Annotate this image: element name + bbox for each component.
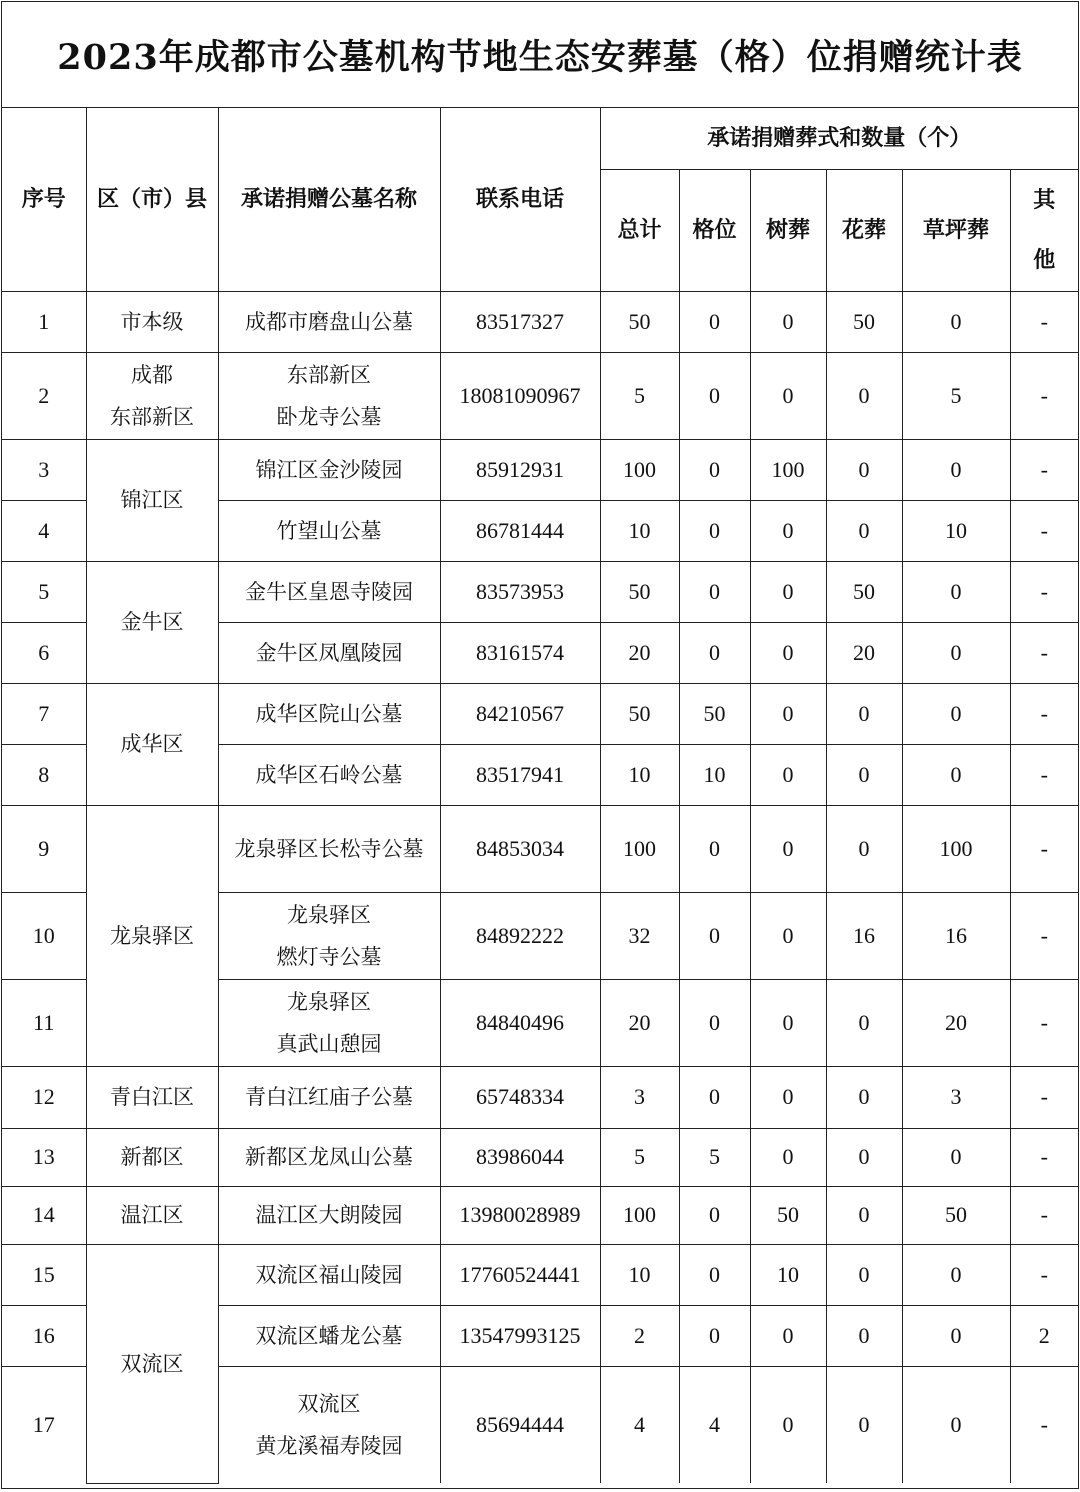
cell-niche: 0 [679, 1186, 750, 1244]
cell-seq: 7 [2, 683, 86, 744]
cell-niche: 5 [679, 1128, 750, 1186]
table-row [2, 291, 1078, 352]
cell-total: 10 [600, 500, 679, 561]
cell-flower: 50 [826, 291, 902, 352]
cell-flower: 0 [826, 352, 902, 439]
cell-district: 青白江区 [86, 1066, 218, 1128]
cell-tree: 0 [750, 744, 826, 805]
cemetery-line-1: 东部新区 [287, 362, 371, 387]
cell-flower: 0 [826, 1186, 902, 1244]
cell-cemetery: 金牛区凤凰陵园 [218, 622, 440, 683]
cell-tree: 0 [750, 1366, 826, 1483]
cell-total: 50 [600, 561, 679, 622]
cell-tree: 0 [750, 683, 826, 744]
table-row [2, 561, 1078, 622]
cell-lawn: 10 [902, 500, 1010, 561]
cell-flower: 0 [826, 1305, 902, 1366]
cell-total: 3 [600, 1066, 679, 1128]
cell-flower: 0 [826, 1066, 902, 1128]
cell-other: - [1010, 805, 1078, 892]
cell-cemetery [218, 352, 440, 439]
table-row [2, 805, 1078, 892]
cell-niche: 0 [679, 979, 750, 1066]
cemetery-line-1: 龙泉驿区 [287, 902, 371, 927]
cell-niche: 4 [679, 1366, 750, 1483]
cell-seq: 5 [2, 561, 86, 622]
cell-niche: 0 [679, 1066, 750, 1128]
header-district: 区（市）县 [86, 108, 218, 291]
cell-phone: 83517941 [440, 744, 600, 805]
table-row [2, 683, 1078, 744]
cell-niche: 0 [679, 561, 750, 622]
header-cemetery: 承诺捐赠公墓名称 [218, 108, 440, 291]
cell-cemetery: 竹望山公墓 [218, 500, 440, 561]
cell-tree: 10 [750, 1244, 826, 1305]
cell-niche: 0 [679, 1305, 750, 1366]
cell-other: - [1010, 291, 1078, 352]
cell-phone: 17760524441 [440, 1244, 600, 1305]
cell-phone: 86781444 [440, 500, 600, 561]
header-group: 承诺捐赠葬式和数量（个） [600, 108, 1078, 169]
cell-cemetery: 青白江红庙子公墓 [218, 1066, 440, 1128]
cell-flower: 0 [826, 1366, 902, 1483]
header-row-1 [2, 108, 1078, 169]
cell-seq: 4 [2, 500, 86, 561]
cell-total: 100 [600, 1186, 679, 1244]
cell-total: 10 [600, 1244, 679, 1305]
cell-seq: 6 [2, 622, 86, 683]
table-row [2, 1244, 1078, 1305]
cell-other: - [1010, 561, 1078, 622]
cell-total: 100 [600, 805, 679, 892]
cell-other: - [1010, 1186, 1078, 1244]
table-row [2, 1128, 1078, 1186]
cell-seq: 14 [2, 1186, 86, 1244]
cell-cemetery: 成都市磨盘山公墓 [218, 291, 440, 352]
cell-lawn: 0 [902, 744, 1010, 805]
cell-seq: 3 [2, 439, 86, 500]
cell-niche: 0 [679, 352, 750, 439]
cell-phone: 85912931 [440, 439, 600, 500]
cell-total: 5 [600, 1128, 679, 1186]
cell-lawn: 20 [902, 979, 1010, 1066]
donation-table [2, 108, 1078, 1484]
cell-phone: 18081090967 [440, 352, 600, 439]
cemetery-line-1: 双流区 [297, 1391, 361, 1416]
cemetery-line-2: 燃灯寺公墓 [276, 944, 382, 969]
cell-flower: 50 [826, 561, 902, 622]
cell-tree: 0 [750, 1128, 826, 1186]
cell-niche: 0 [679, 1244, 750, 1305]
cell-phone: 84853034 [440, 805, 600, 892]
cell-lawn: 0 [902, 561, 1010, 622]
cell-seq: 9 [2, 805, 86, 892]
cell-flower: 0 [826, 1244, 902, 1305]
cell-cemetery: 温江区大朗陵园 [218, 1186, 440, 1244]
cell-flower: 16 [826, 892, 902, 979]
cell-seq: 11 [2, 979, 86, 1066]
page-title: 2023年成都市公墓机构节地生态安葬墓（格）位捐赠统计表 [2, 2, 1078, 108]
cell-district: 市本级 [86, 291, 218, 352]
header-flower: 花葬 [826, 169, 902, 291]
cell-niche: 0 [679, 500, 750, 561]
cell-phone: 83161574 [440, 622, 600, 683]
cell-flower: 0 [826, 744, 902, 805]
cell-cemetery: 双流区蟠龙公墓 [218, 1305, 440, 1366]
cell-district: 新都区 [86, 1128, 218, 1186]
cell-tree: 50 [750, 1186, 826, 1244]
cell-cemetery: 锦江区金沙陵园 [218, 439, 440, 500]
cell-cemetery: 成华区石岭公墓 [218, 744, 440, 805]
header-seq: 序号 [2, 108, 86, 291]
cell-cemetery [218, 1366, 440, 1483]
cell-cemetery [218, 979, 440, 1066]
cell-tree: 0 [750, 1066, 826, 1128]
table-row [2, 439, 1078, 500]
cell-district: 双流区 [86, 1244, 218, 1483]
cell-district: 成华区 [86, 683, 218, 805]
cell-phone: 83986044 [440, 1128, 600, 1186]
cell-phone: 65748334 [440, 1066, 600, 1128]
header-phone: 联系电话 [440, 108, 600, 291]
cell-phone: 84892222 [440, 892, 600, 979]
cell-phone: 83517327 [440, 291, 600, 352]
cell-other: - [1010, 622, 1078, 683]
district-line-1: 成都 [131, 362, 173, 387]
cell-lawn: 0 [902, 1366, 1010, 1483]
cell-total: 4 [600, 1366, 679, 1483]
cell-lawn: 5 [902, 352, 1010, 439]
cell-flower: 0 [826, 500, 902, 561]
cell-phone: 84210567 [440, 683, 600, 744]
cell-other: - [1010, 439, 1078, 500]
cell-cemetery [218, 892, 440, 979]
cemetery-line-1: 龙泉驿区 [287, 989, 371, 1014]
cell-seq: 17 [2, 1366, 86, 1483]
cell-district: 金牛区 [86, 561, 218, 683]
cell-seq: 2 [2, 352, 86, 439]
cell-total: 5 [600, 352, 679, 439]
header-tree: 树葬 [750, 169, 826, 291]
cell-other: - [1010, 979, 1078, 1066]
table-row [2, 352, 1078, 439]
cell-district: 温江区 [86, 1186, 218, 1244]
cell-cemetery: 成华区院山公墓 [218, 683, 440, 744]
document-sheet [1, 1, 1079, 1489]
cell-phone: 13547993125 [440, 1305, 600, 1366]
cell-total: 32 [600, 892, 679, 979]
cell-niche: 0 [679, 291, 750, 352]
cell-total: 2 [600, 1305, 679, 1366]
cell-lawn: 0 [902, 1244, 1010, 1305]
cell-lawn: 3 [902, 1066, 1010, 1128]
cell-total: 100 [600, 439, 679, 500]
cell-other: - [1010, 500, 1078, 561]
cell-total: 50 [600, 291, 679, 352]
cell-district: 龙泉驿区 [86, 805, 218, 1066]
cell-other: 2 [1010, 1305, 1078, 1366]
cell-seq: 12 [2, 1066, 86, 1128]
header-other [1010, 169, 1078, 291]
cell-flower: 0 [826, 683, 902, 744]
cell-other: - [1010, 352, 1078, 439]
cell-tree: 0 [750, 805, 826, 892]
cell-lawn: 16 [902, 892, 1010, 979]
cell-cemetery: 双流区福山陵园 [218, 1244, 440, 1305]
cell-seq: 16 [2, 1305, 86, 1366]
cell-total: 50 [600, 683, 679, 744]
cell-cemetery: 金牛区皇恩寺陵园 [218, 561, 440, 622]
cell-phone: 84840496 [440, 979, 600, 1066]
table-row [2, 1186, 1078, 1244]
cell-lawn: 100 [902, 805, 1010, 892]
cell-district [86, 352, 218, 439]
cell-seq: 15 [2, 1244, 86, 1305]
cell-total: 10 [600, 744, 679, 805]
cell-lawn: 50 [902, 1186, 1010, 1244]
cell-other: - [1010, 1128, 1078, 1186]
cell-seq: 8 [2, 744, 86, 805]
cell-seq: 13 [2, 1128, 86, 1186]
cell-flower: 20 [826, 622, 902, 683]
cell-tree: 0 [750, 291, 826, 352]
cell-seq: 10 [2, 892, 86, 979]
cemetery-line-2: 黄龙溪福寿陵园 [255, 1433, 403, 1458]
cell-seq: 1 [2, 291, 86, 352]
cell-tree: 0 [750, 892, 826, 979]
cell-lawn: 0 [902, 291, 1010, 352]
cell-niche: 0 [679, 805, 750, 892]
district-line-2: 东部新区 [110, 404, 194, 429]
cell-other: - [1010, 683, 1078, 744]
cell-tree: 0 [750, 622, 826, 683]
table-row [2, 1066, 1078, 1128]
cell-tree: 100 [750, 439, 826, 500]
cell-other: - [1010, 1366, 1078, 1483]
cell-flower: 0 [826, 1128, 902, 1186]
cell-tree: 0 [750, 561, 826, 622]
header-other-line-1: 其 [1033, 187, 1056, 213]
cell-flower: 0 [826, 979, 902, 1066]
cell-district: 锦江区 [86, 439, 218, 561]
cell-flower: 0 [826, 805, 902, 892]
cell-phone: 85694444 [440, 1366, 600, 1483]
cell-niche: 50 [679, 683, 750, 744]
cemetery-line-2: 真武山憩园 [276, 1031, 382, 1056]
cell-lawn: 0 [902, 683, 1010, 744]
cell-total: 20 [600, 622, 679, 683]
header-other-line-2: 他 [1033, 247, 1056, 273]
cell-other: - [1010, 892, 1078, 979]
cell-lawn: 0 [902, 1128, 1010, 1186]
header-lawn: 草坪葬 [902, 169, 1010, 291]
cell-niche: 10 [679, 744, 750, 805]
header-niche: 格位 [679, 169, 750, 291]
cell-flower: 0 [826, 439, 902, 500]
cell-cemetery: 新都区龙凤山公墓 [218, 1128, 440, 1186]
cell-tree: 0 [750, 979, 826, 1066]
header-total: 总计 [600, 169, 679, 291]
cell-tree: 0 [750, 1305, 826, 1366]
cell-niche: 0 [679, 439, 750, 500]
cell-niche: 0 [679, 892, 750, 979]
cell-total: 20 [600, 979, 679, 1066]
cell-other: - [1010, 1066, 1078, 1128]
cell-tree: 0 [750, 500, 826, 561]
cell-other: - [1010, 744, 1078, 805]
cell-other: - [1010, 1244, 1078, 1305]
cell-lawn: 0 [902, 439, 1010, 500]
cemetery-line-2: 卧龙寺公墓 [276, 404, 382, 429]
cell-tree: 0 [750, 352, 826, 439]
cell-phone: 83573953 [440, 561, 600, 622]
cell-phone: 13980028989 [440, 1186, 600, 1244]
cell-lawn: 0 [902, 622, 1010, 683]
cell-lawn: 0 [902, 1305, 1010, 1366]
cell-cemetery: 龙泉驿区长松寺公墓 [218, 805, 440, 892]
cell-niche: 0 [679, 622, 750, 683]
